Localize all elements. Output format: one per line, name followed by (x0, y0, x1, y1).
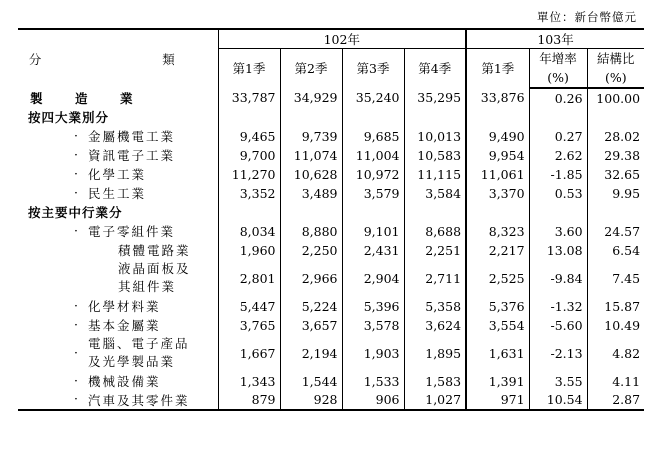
bullet-icon: · (74, 391, 78, 406)
table-cell: 0.27 (529, 127, 587, 146)
table-row (18, 88, 644, 108)
table-cell: 13.08 (529, 241, 587, 260)
table-cell: 3.60 (529, 222, 587, 241)
table-cell: 9,101 (342, 222, 404, 241)
table-cell: 10,583 (404, 146, 466, 165)
table-cell: -2.13 (529, 335, 587, 372)
row-label-text: 金屬機電工業 (88, 129, 176, 144)
table-cell: 1,631 (466, 335, 529, 372)
table-cell: 2,711 (404, 260, 466, 297)
table-cell: 3,579 (342, 184, 404, 203)
table-cell (404, 108, 466, 127)
table-cell: 11,004 (342, 146, 404, 165)
bullet-icon: · (74, 344, 78, 360)
row-label (18, 222, 218, 241)
table-cell: 34,929 (280, 88, 342, 108)
table-cell: 2,194 (280, 335, 342, 372)
table-cell (587, 108, 644, 127)
q3-102-header: 第3季 (342, 49, 404, 88)
table-cell (529, 108, 587, 127)
row-label-text: 民生工業 (88, 186, 147, 201)
table-cell: 2,525 (466, 260, 529, 297)
q1-102-header: 第1季 (218, 49, 280, 88)
table-row (18, 184, 644, 203)
table-cell: 29.38 (587, 146, 644, 165)
table-cell: 3,352 (218, 184, 280, 203)
table-cell: 5,396 (342, 297, 404, 316)
bullet-icon: · (74, 316, 78, 332)
table-row (18, 297, 644, 316)
bullet-icon: · (74, 146, 78, 162)
table-cell: 3,765 (218, 316, 280, 335)
table-cell: 2,251 (404, 241, 466, 260)
bullet-icon: · (74, 127, 78, 143)
table-cell: 2.87 (587, 391, 644, 410)
table-cell (218, 203, 280, 222)
row-label-text: 汽車及其零件業 (88, 392, 190, 408)
table-cell (404, 203, 466, 222)
table-cell: 1,960 (218, 241, 280, 260)
row-label-text: 化學工業 (88, 167, 147, 182)
row-label-text: 電子零組件業 (88, 224, 176, 239)
row-label-text: 按主要中行業分 (28, 205, 123, 220)
table-cell: 9,954 (466, 146, 529, 165)
unit-note: 單位：新台幣億元 (537, 10, 637, 24)
table-cell: 3,657 (280, 316, 342, 335)
table-cell: 35,240 (342, 88, 404, 108)
table-cell: 4.82 (587, 335, 644, 372)
table-cell: 2,250 (280, 241, 342, 260)
table-row (18, 316, 644, 335)
table-cell (342, 203, 404, 222)
q2-102-header: 第2季 (280, 49, 342, 88)
table-cell: 2,904 (342, 260, 404, 297)
row-label (18, 184, 218, 203)
row-label (18, 241, 218, 260)
table-cell: 971 (466, 391, 529, 410)
bullet-icon: · (74, 184, 78, 200)
row-label (18, 260, 218, 297)
table-cell: 2,217 (466, 241, 529, 260)
table-row (18, 108, 644, 127)
table-cell: 8,688 (404, 222, 466, 241)
table-cell: 0.53 (529, 184, 587, 203)
row-label-text: 資訊電子工業 (88, 148, 176, 163)
table-row (18, 260, 644, 297)
table-cell: 2,801 (218, 260, 280, 297)
table-cell: 1,895 (404, 335, 466, 372)
table-cell: 5,358 (404, 297, 466, 316)
growth-unit: (%) (529, 68, 587, 88)
table-cell: 0.26 (529, 88, 587, 108)
row-label (18, 316, 218, 335)
row-label-text: 積體電路業 (118, 243, 191, 258)
table-cell: 9,739 (280, 127, 342, 146)
table-cell: 28.02 (587, 127, 644, 146)
table-row (18, 391, 644, 410)
table-cell: 2,431 (342, 241, 404, 260)
table-cell: 9,685 (342, 127, 404, 146)
table-cell: 10,013 (404, 127, 466, 146)
row-label-text: 機械設備業 (88, 374, 161, 389)
table-cell: 3,624 (404, 316, 466, 335)
table-cell: 10,972 (342, 165, 404, 184)
table-cell: 3,370 (466, 184, 529, 203)
table-cell: 5,447 (218, 297, 280, 316)
table-cell: 1,667 (218, 335, 280, 372)
table-cell (466, 108, 529, 127)
table-cell: 1,583 (404, 372, 466, 391)
table-cell: 5,224 (280, 297, 342, 316)
table-row (18, 165, 644, 184)
table-cell: 1,027 (404, 391, 466, 410)
table-body (18, 88, 644, 410)
table-cell: 1,903 (342, 335, 404, 372)
row-label (18, 88, 218, 108)
table-cell: 9.95 (587, 184, 644, 203)
table-cell: 3,489 (280, 184, 342, 203)
table-row (18, 127, 644, 146)
row-label (18, 165, 218, 184)
table-cell: 10.49 (587, 316, 644, 335)
table-cell: -1.85 (529, 165, 587, 184)
table-row (18, 335, 644, 372)
row-label-text-2: 及光學製品業 (88, 354, 176, 369)
bullet-icon: · (74, 165, 78, 181)
table-cell: 2,966 (280, 260, 342, 297)
table-cell: -5.60 (529, 316, 587, 335)
row-label (18, 146, 218, 165)
table-cell (529, 203, 587, 222)
table-cell: 1,533 (342, 372, 404, 391)
header-row-years (18, 29, 644, 49)
growth-header: 年增率 (529, 49, 587, 68)
row-label-text: 化學材料業 (88, 299, 161, 314)
table-row (18, 203, 644, 222)
row-label (18, 372, 218, 391)
table-cell: 3,554 (466, 316, 529, 335)
table-cell: 10.54 (529, 391, 587, 410)
row-label (18, 297, 218, 316)
year-103-header: 103年 (466, 29, 644, 49)
bullet-icon: · (74, 297, 78, 313)
table-cell: 4.11 (587, 372, 644, 391)
table-cell: 3,584 (404, 184, 466, 203)
table-cell: 11,115 (404, 165, 466, 184)
row-label-text: 電腦、電子產品 (88, 336, 190, 351)
table-cell: 1,544 (280, 372, 342, 391)
table-cell: 24.57 (587, 222, 644, 241)
table-cell: 11,061 (466, 165, 529, 184)
table-cell (218, 108, 280, 127)
row-label (18, 335, 218, 372)
table-cell: 3.55 (529, 372, 587, 391)
table-cell: -1.32 (529, 297, 587, 316)
table-cell: -9.84 (529, 260, 587, 297)
table-cell: 9,700 (218, 146, 280, 165)
table-cell: 1,343 (218, 372, 280, 391)
table-cell (587, 203, 644, 222)
table-cell: 1,391 (466, 372, 529, 391)
table-cell: 8,034 (218, 222, 280, 241)
table-row (18, 372, 644, 391)
bullet-icon: · (74, 372, 78, 388)
table-cell: 7.45 (587, 260, 644, 297)
table-cell (280, 203, 342, 222)
table-cell (280, 108, 342, 127)
table-cell: 9,490 (466, 127, 529, 146)
row-label-text: 基本金屬業 (88, 318, 161, 333)
table-cell: 8,323 (466, 222, 529, 241)
table-cell: 11,270 (218, 165, 280, 184)
bullet-icon: · (74, 222, 78, 238)
table-cell: 5,376 (466, 297, 529, 316)
table-cell: 35,295 (404, 88, 466, 108)
row-label (18, 391, 218, 410)
table-cell: 6.54 (587, 241, 644, 260)
manufacturing-table (18, 28, 644, 411)
year-102-header: 102年 (218, 29, 466, 49)
table-row (18, 241, 644, 260)
q1-103-header: 第1季 (466, 49, 529, 88)
row-label (18, 108, 218, 127)
table-cell: 33,787 (218, 88, 280, 108)
table-cell: 928 (280, 391, 342, 410)
row-label-text: 製 造 業 (30, 90, 143, 106)
table-cell: 906 (342, 391, 404, 410)
table-cell: 32.65 (587, 165, 644, 184)
table-cell: 9,465 (218, 127, 280, 146)
row-label (18, 127, 218, 146)
row-label-text: 按四大業別分 (28, 110, 110, 125)
table-cell: 10,628 (280, 165, 342, 184)
table-cell: 15.87 (587, 297, 644, 316)
table-row (18, 146, 644, 165)
category-header: 分 類 (18, 29, 218, 88)
table-row (18, 222, 644, 241)
row-label-text-2: 其組件業 (118, 279, 177, 294)
table-cell: 3,578 (342, 316, 404, 335)
table-cell: 33,876 (466, 88, 529, 108)
share-unit: (%) (587, 68, 644, 88)
q4-102-header: 第4季 (404, 49, 466, 88)
row-label-text: 液晶面板及 (118, 261, 191, 276)
row-label (18, 203, 218, 222)
table-cell (342, 108, 404, 127)
table-cell: 100.00 (587, 88, 644, 108)
table-cell: 879 (218, 391, 280, 410)
table-cell: 11,074 (280, 146, 342, 165)
share-header: 結構比 (587, 49, 644, 68)
table-cell: 2.62 (529, 146, 587, 165)
table-cell: 8,880 (280, 222, 342, 241)
table-cell (466, 203, 529, 222)
